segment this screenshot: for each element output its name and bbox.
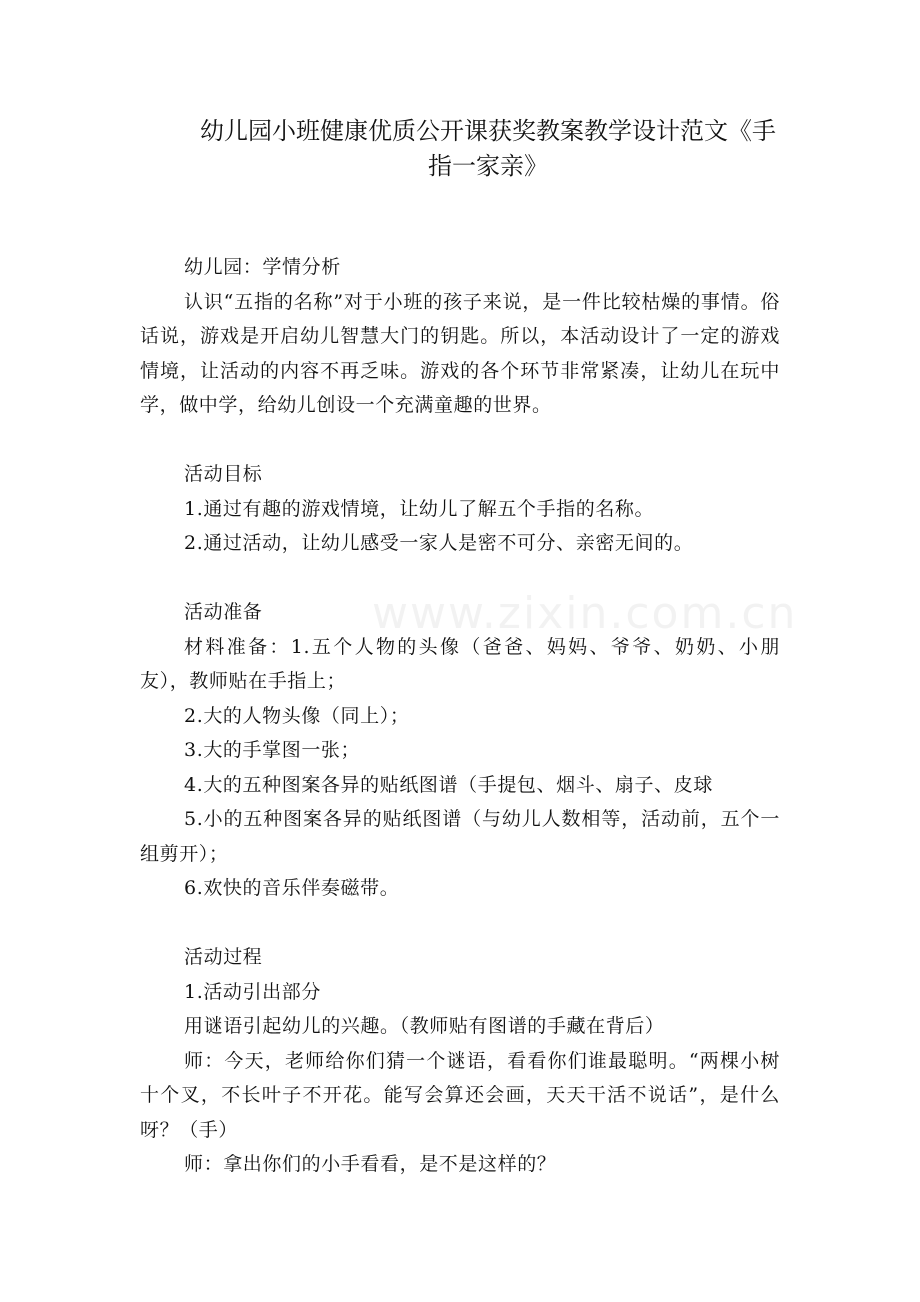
document-title-line-1: 幼儿园小班健康优质公开课获奖教案教学设计范文《手 xyxy=(200,117,776,145)
paragraph-analysis: 认识“五指的名称”对于小班的孩子来说，是一件比较枯燥的事情。俗话说，游戏是开启幼儿智慧大门的钥匙。所以，本活动设计了一定的游戏情境，让活动的内容不再乏味。游戏的各个环节非常紧凑，让幼儿在玩中学，做中学，给幼儿创设一个充满童趣的世界。 xyxy=(140,290,780,416)
blank-line xyxy=(140,561,780,596)
goal-item-1: 1.通过有趣的游戏情境，让幼儿了解五个手指的名称。 xyxy=(184,497,655,520)
goal-item-2: 2.通过活动，让幼儿感受一家人是密不可分、亲密无间的。 xyxy=(184,532,694,554)
section-heading-goals: 活动目标 xyxy=(184,463,263,485)
blank-line xyxy=(140,906,780,941)
process-paragraph: 师：今天，老师给你们猜一个谜语，看看你们谁最聪明。“两棵小树十个叉，不长叶子不开花。能写会算还会画，天天干活不说话”，是什么呀？（手） xyxy=(140,1049,780,1141)
preparation-item-4: 4.大的五种图案各异的贴纸图谱（手提包、烟斗、扇子、皮球 xyxy=(184,773,713,796)
preparation-item-6: 6.欢快的音乐伴奏磁带。 xyxy=(184,877,400,899)
preparation-item-3: 3.大的手掌图一张； xyxy=(184,739,361,761)
watermark: www.zixin.com.cn xyxy=(372,588,798,639)
preparation-item-5: 5.小的五种图案各异的贴纸图谱（与幼儿人数相等，活动前，五个一组剪开）； xyxy=(140,808,780,865)
process-paragraph: 师：拿出你们的小手看看，是不是这样的？ xyxy=(184,1153,557,1175)
preparation-item-1: 材料准备：1.五个人物的头像（爸爸、妈妈、爷爷、奶奶、小朋友），教师贴在手指上； xyxy=(140,635,780,692)
preparation-item-2: 2.大的人物头像（同上）； xyxy=(184,704,410,727)
section-heading-preparation: 活动准备 xyxy=(184,601,263,623)
section-heading-process: 活动过程 xyxy=(184,946,263,968)
document-body xyxy=(140,250,780,1182)
section-heading-analysis: 幼儿园：学情分析 xyxy=(184,256,341,278)
document-title-line-2: 指一家亲》 xyxy=(428,152,548,180)
blank-line xyxy=(140,423,780,458)
process-paragraph: 用谜语引起幼儿的兴趣。（教师贴有图谱的手藏在背后） xyxy=(184,1015,665,1037)
process-step-1: 1.活动引出部分 xyxy=(184,980,321,1003)
